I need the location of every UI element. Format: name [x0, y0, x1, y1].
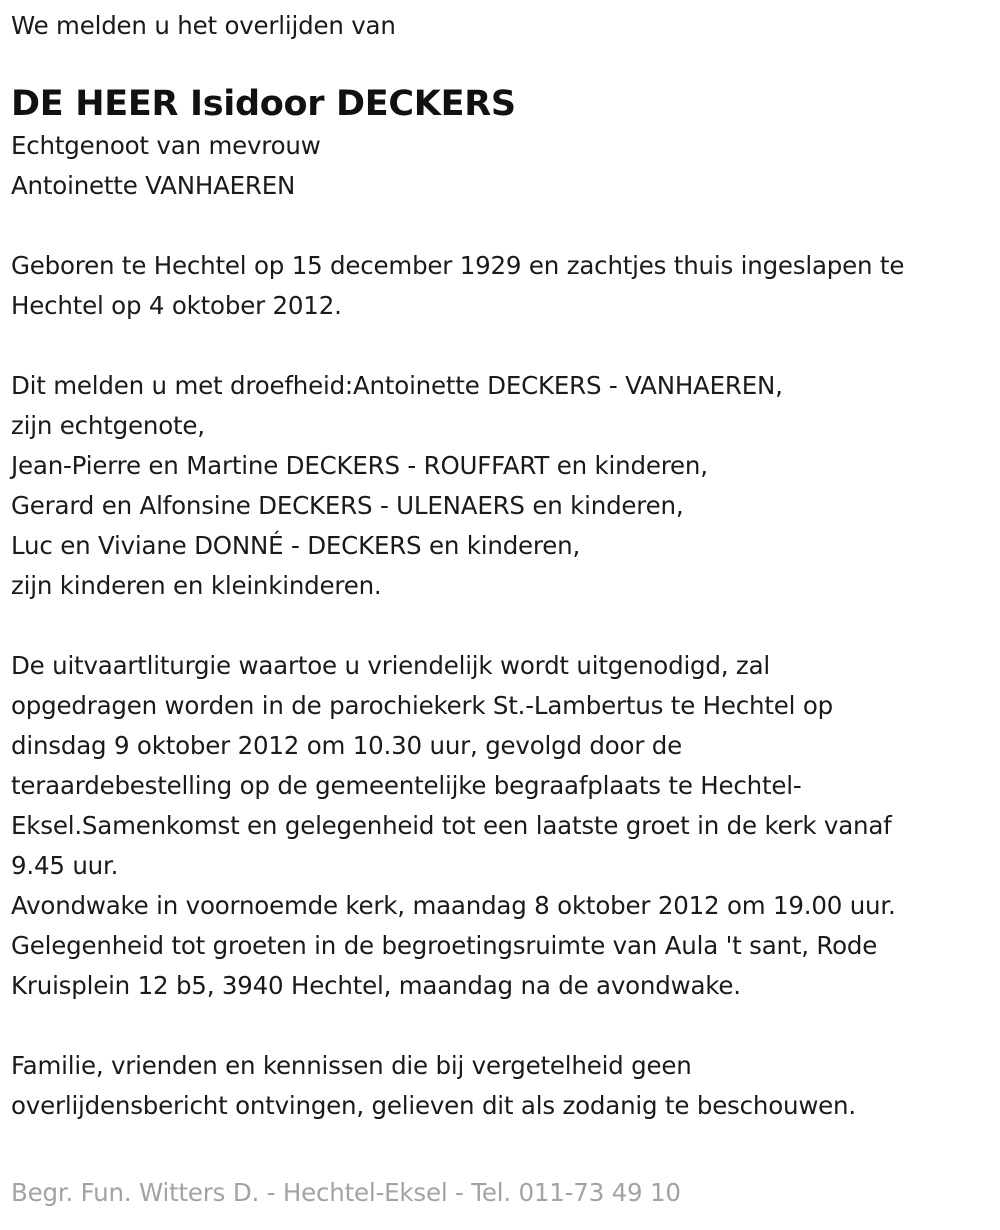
funeral-line: Kruisplein 12 b5, 3940 Hechtel, maandag na de avondwake.: [11, 971, 741, 1000]
mourners-line: Dit melden u met droefheid:Antoinette DECKERS - VANHAEREN,: [11, 371, 783, 400]
spacer: [11, 206, 996, 246]
funeral-line: Eksel.Samenkomst en gelegenheid tot een laatste groet in de kerk vanaf: [11, 811, 892, 840]
birth-line: Hechtel op 4 oktober 2012.: [11, 291, 342, 320]
spouse-line: Antoinette VANHAEREN: [11, 171, 296, 200]
spacer: [11, 606, 996, 646]
death-notice: [11, 6, 996, 1126]
spacer: [11, 326, 996, 366]
birth-block: [11, 246, 996, 326]
funeral-line: 9.45 uur.: [11, 851, 119, 880]
spouse-block: [11, 126, 996, 206]
mourners-line: Gerard en Alfonsine DECKERS - ULENAERS en kinderen,: [11, 491, 684, 520]
closing-line: Familie, vrienden en kennissen die bij vergetelheid geen: [11, 1051, 692, 1080]
funeral-line: De uitvaartliturgie waartoe u vriendelijk wordt uitgenodigd, zal: [11, 651, 771, 680]
mourners-line: zijn echtgenote,: [11, 411, 205, 440]
funeral-line: Avondwake in voornoemde kerk, maandag 8 oktober 2012 om 19.00 uur.: [11, 891, 896, 920]
funeral-line: dinsdag 9 oktober 2012 om 10.30 uur, gevolgd door de: [11, 731, 683, 760]
funeral-block: [11, 646, 996, 1006]
mourners-line: Luc en Viviane DONNÉ - DECKERS en kinderen,: [11, 531, 581, 560]
funeral-line: teraardebestelling op de gemeentelijke begraafplaats te Hechtel-: [11, 771, 802, 800]
funeral-home-footer: Begr. Fun. Witters D. - Hechtel-Eksel - Tel. 011-73 49 10: [11, 1178, 681, 1207]
deceased-name: DE HEER Isidoor DECKERS: [11, 84, 516, 124]
mourners-line: zijn kinderen en kleinkinderen.: [11, 571, 382, 600]
intro-text: We melden u het overlijden van: [11, 11, 396, 40]
funeral-line: Gelegenheid tot groeten in de begroetingsruimte van Aula 't sant, Rode: [11, 931, 878, 960]
funeral-line: opgedragen worden in de parochiekerk St.-Lambertus te Hechtel op: [11, 691, 833, 720]
closing-line: overlijdensbericht ontvingen, gelieven dit als zodanig te beschouwen.: [11, 1091, 856, 1120]
mourners-block: [11, 366, 996, 606]
mourners-line: Jean-Pierre en Martine DECKERS - ROUFFART en kinderen,: [11, 451, 708, 480]
closing-block: [11, 1046, 996, 1126]
birth-line: Geboren te Hechtel op 15 december 1929 en zachtjes thuis ingeslapen te: [11, 251, 905, 280]
spacer: [11, 1006, 996, 1046]
spouse-line: Echtgenoot van mevrouw: [11, 131, 321, 160]
